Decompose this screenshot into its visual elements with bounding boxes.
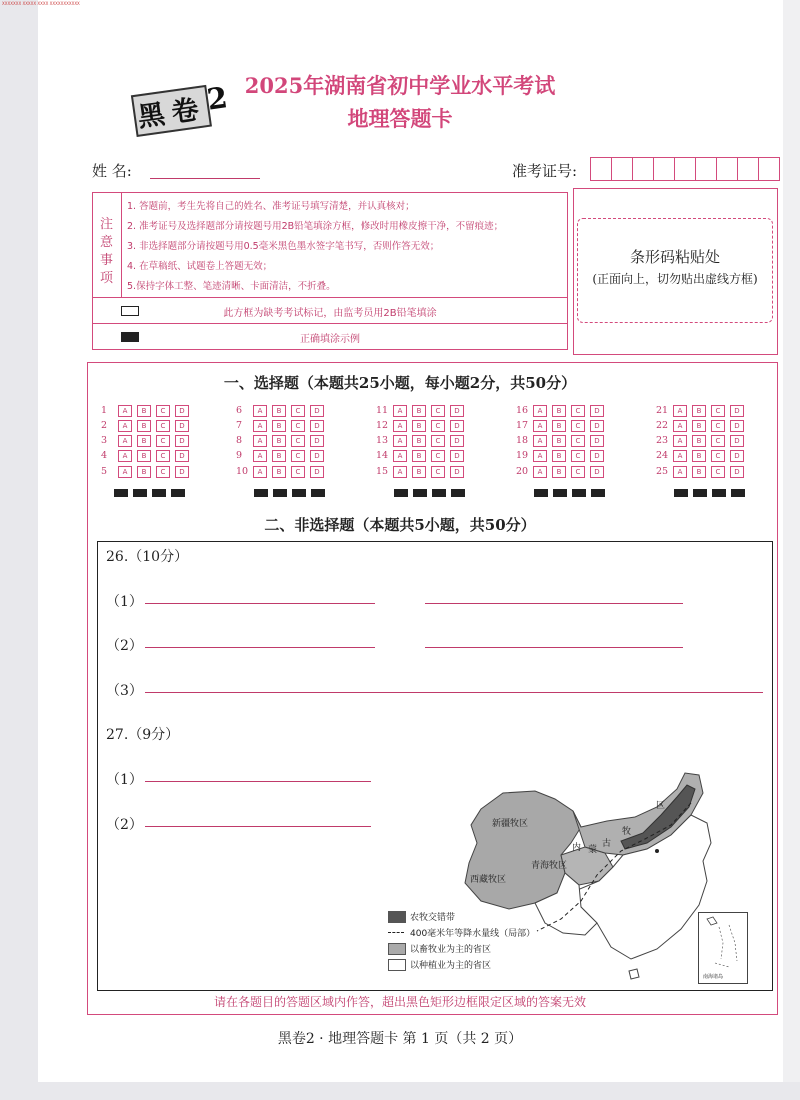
notice-panel xyxy=(92,192,568,350)
mc-option-bubble[interactable]: C xyxy=(431,450,445,462)
mc-option-bubble[interactable]: A xyxy=(118,420,132,432)
mc-option-bubble[interactable]: B xyxy=(692,405,706,417)
mc-option-bubble[interactable]: C xyxy=(431,405,445,417)
notice-item: 5.保持字体工整、笔迹清晰、卡面清洁，不折叠。 xyxy=(127,281,336,292)
exam-no-label: 准考证号: xyxy=(512,162,578,180)
mc-option-bubble[interactable]: C xyxy=(571,405,585,417)
mc-option-bubble[interactable]: D xyxy=(310,435,324,447)
page-footer: 黑卷2 · 地理答题卡 第 1 页（共 2 页） xyxy=(277,1031,523,1047)
q26-sub1: （1） xyxy=(106,594,143,610)
mc-question-row xyxy=(376,420,466,432)
mc-question-number: 3 xyxy=(101,435,108,446)
mc-option-bubble[interactable]: D xyxy=(730,435,744,447)
mc-question-row xyxy=(656,435,746,447)
mc-option-bubble[interactable]: D xyxy=(175,450,189,462)
q26-3-line[interactable] xyxy=(145,692,763,693)
mc-question-row xyxy=(516,435,606,447)
mc-question-number: 2 xyxy=(101,420,108,431)
mc-question-number: 13 xyxy=(376,435,389,446)
logo-char-1: 黑 xyxy=(135,99,167,134)
mc-question-row xyxy=(236,435,326,447)
mc-question-number: 21 xyxy=(656,405,669,416)
logo-char-2: 卷 xyxy=(169,94,201,129)
mc-option-bubble[interactable]: C xyxy=(156,450,170,462)
mc-option-bubble[interactable]: A xyxy=(118,450,132,462)
mc-option-bubble[interactable]: C xyxy=(571,420,585,432)
map-label-qinghai: 青海牧区 xyxy=(531,861,568,871)
notice-item: 3. 非选择题部分请按题号用0.5毫米黑色墨水签字笔书写，否则作答无效； xyxy=(127,241,440,252)
exam-no-digit-box[interactable] xyxy=(758,157,780,181)
mc-question-number: 20 xyxy=(516,466,529,477)
timing-mark xyxy=(712,489,726,497)
mc-option-bubble[interactable]: B xyxy=(137,435,151,447)
mc-option-bubble[interactable]: B xyxy=(412,450,426,462)
mc-option-bubble[interactable]: D xyxy=(175,435,189,447)
mc-question-row xyxy=(236,420,326,432)
scan-margin-left xyxy=(0,0,38,1100)
mc-option-bubble[interactable]: A xyxy=(253,420,267,432)
mc-option-bubble[interactable]: A xyxy=(533,466,547,478)
scan-margin-bottom xyxy=(0,1082,800,1100)
map-label-neimeng4: 牧 xyxy=(622,827,632,837)
mc-option-bubble[interactable]: A xyxy=(253,405,267,417)
timing-mark xyxy=(731,489,745,497)
notice-item: 4. 在草稿纸、试题卷上答题无效； xyxy=(127,261,273,272)
notice-side-char: 意 xyxy=(100,235,114,250)
q26-2-line-a[interactable] xyxy=(145,647,375,648)
timing-mark xyxy=(152,489,166,497)
mc-option-bubble[interactable]: B xyxy=(552,405,566,417)
mc-option-bubble[interactable]: C xyxy=(291,405,305,417)
mc-option-bubble[interactable]: B xyxy=(692,450,706,462)
mc-question-number: 1 xyxy=(101,405,108,416)
mc-question-row xyxy=(101,466,191,478)
exam-no-digit-box[interactable] xyxy=(611,157,633,181)
mc-option-bubble[interactable]: C xyxy=(431,435,445,447)
exam-no-digit-box[interactable] xyxy=(590,157,612,181)
mc-option-bubble[interactable]: C xyxy=(156,420,170,432)
q26-sub3: （3） xyxy=(106,683,143,699)
mc-question-number: 25 xyxy=(656,466,669,477)
timing-mark xyxy=(591,489,605,497)
timing-mark xyxy=(114,489,128,497)
mc-option-bubble[interactable]: D xyxy=(590,466,604,478)
map-hainan-island xyxy=(629,969,639,979)
mc-question-row xyxy=(376,435,466,447)
q26-1-line-a[interactable] xyxy=(145,603,375,604)
mc-option-bubble[interactable]: D xyxy=(450,405,464,417)
map-capital-marker xyxy=(655,849,659,853)
mc-option-bubble[interactable]: B xyxy=(272,405,286,417)
mc-question-number: 18 xyxy=(516,435,529,446)
mc-question-row xyxy=(376,450,466,462)
mc-option-bubble[interactable]: D xyxy=(450,450,464,462)
map-label-xizang: 西藏牧区 xyxy=(470,875,507,885)
absent-row xyxy=(93,297,567,323)
mc-option-bubble[interactable]: A xyxy=(673,466,687,478)
mc-question-row xyxy=(101,450,191,462)
mc-option-bubble[interactable]: B xyxy=(272,466,286,478)
timing-mark xyxy=(254,489,268,497)
mc-option-bubble[interactable]: C xyxy=(156,435,170,447)
mc-option-bubble[interactable]: D xyxy=(450,420,464,432)
mc-question-row xyxy=(516,420,606,432)
mc-option-bubble[interactable]: C xyxy=(711,420,725,432)
mc-question-number: 10 xyxy=(236,466,249,477)
q27-sub2: （2） xyxy=(106,817,143,833)
mc-question-row xyxy=(236,466,326,478)
exam-no-digit-box[interactable] xyxy=(674,157,696,181)
mc-option-bubble[interactable]: D xyxy=(175,405,189,417)
mc-option-bubble[interactable]: C xyxy=(291,435,305,447)
mc-option-bubble[interactable]: C xyxy=(711,466,725,478)
mc-option-bubble[interactable]: A xyxy=(393,405,407,417)
mc-option-bubble[interactable]: B xyxy=(137,450,151,462)
q26-2-line-b[interactable] xyxy=(425,647,683,648)
mc-option-bubble[interactable]: B xyxy=(412,466,426,478)
mc-question-row xyxy=(101,405,191,417)
mc-question-number: 7 xyxy=(236,420,243,431)
timing-mark xyxy=(133,489,147,497)
mc-option-bubble[interactable]: D xyxy=(310,420,324,432)
mc-option-bubble[interactable]: D xyxy=(730,420,744,432)
mc-question-row xyxy=(236,450,326,462)
mc-question-number: 16 xyxy=(516,405,529,416)
legend-label: 以畜牧业为主的省区 xyxy=(410,945,492,955)
mc-option-bubble[interactable]: D xyxy=(730,450,744,462)
notice-items xyxy=(127,197,503,297)
mc-question-number: 11 xyxy=(376,405,389,416)
q26-title: 26.（10分） xyxy=(106,549,189,565)
mc-option-bubble[interactable]: C xyxy=(571,435,585,447)
exam-no-digit-box[interactable] xyxy=(737,157,759,181)
mc-option-bubble[interactable]: D xyxy=(175,466,189,478)
mc-option-bubble[interactable]: A xyxy=(533,420,547,432)
timing-mark xyxy=(432,489,446,497)
q27-1-line[interactable] xyxy=(145,781,371,782)
timing-mark xyxy=(292,489,306,497)
notice-item: 2. 准考证号及选择题部分请按题号用2B铅笔填涂方框，修改时用橡皮擦干净，不留痕迹； xyxy=(127,221,504,232)
mc-question-row xyxy=(656,420,746,432)
map-label-xinjiang: 新疆牧区 xyxy=(492,819,529,829)
mc-question-number: 4 xyxy=(101,450,108,461)
footer-warning: 请在各题目的答题区域内作答，超出黑色矩形边框限定区域的答案无效 xyxy=(213,995,586,1009)
q27-title: 27.（9分） xyxy=(106,727,180,743)
mc-option-bubble[interactable]: A xyxy=(253,435,267,447)
mc-option-bubble[interactable]: A xyxy=(253,466,267,478)
mc-question-number: 12 xyxy=(376,420,389,431)
notice-side-char: 事 xyxy=(100,253,114,268)
card-title: 地理答题卡 xyxy=(347,106,453,131)
exam-no-digit-box[interactable] xyxy=(695,157,717,181)
mc-option-bubble[interactable]: A xyxy=(673,450,687,462)
mc-question-number: 14 xyxy=(376,450,389,461)
mc-question-number: 6 xyxy=(236,405,243,416)
mc-option-bubble[interactable]: B xyxy=(412,405,426,417)
mc-option-bubble[interactable]: C xyxy=(711,450,725,462)
mc-option-bubble[interactable]: D xyxy=(310,466,324,478)
section2-title: 二、非选择题（本题共5小题，共50分） xyxy=(264,516,536,534)
barcode-sticker-zone xyxy=(577,218,773,323)
exam-no-digit-box[interactable] xyxy=(716,157,738,181)
correct-example-row xyxy=(93,323,567,349)
name-field[interactable] xyxy=(150,178,260,179)
mc-option-bubble[interactable]: A xyxy=(118,405,132,417)
notice-item: 1. 答题前，考生先将自己的姓名、准考证号填写清楚，并认真核对； xyxy=(127,201,415,212)
mc-option-bubble[interactable]: B xyxy=(137,420,151,432)
mc-question-number: 19 xyxy=(516,450,529,461)
mc-option-bubble[interactable]: D xyxy=(590,435,604,447)
mc-option-bubble[interactable]: C xyxy=(156,405,170,417)
mc-option-bubble[interactable]: A xyxy=(533,405,547,417)
top-mark: XXXXXXX XXXXX XXXX XXXXXXXXXXX xyxy=(2,1,80,6)
mc-option-bubble[interactable]: D xyxy=(310,450,324,462)
legend-label: 以种植业为主的省区 xyxy=(410,961,492,971)
mc-option-bubble[interactable]: C xyxy=(291,466,305,478)
mc-option-bubble[interactable]: D xyxy=(590,405,604,417)
mc-option-bubble[interactable]: B xyxy=(552,450,566,462)
mc-question-row xyxy=(101,420,191,432)
mc-option-bubble[interactable]: D xyxy=(175,420,189,432)
mc-option-bubble[interactable]: A xyxy=(118,466,132,478)
mc-option-bubble[interactable]: A xyxy=(118,435,132,447)
mc-question-row xyxy=(376,405,466,417)
mc-option-bubble[interactable]: B xyxy=(412,435,426,447)
mc-question-row xyxy=(516,405,606,417)
legend-label: 农牧交错带 xyxy=(410,913,456,923)
mc-option-bubble[interactable]: C xyxy=(156,466,170,478)
name-label: 姓 名: xyxy=(92,162,132,180)
legend-swatch xyxy=(388,932,404,933)
map-label-neimeng2: 蒙 xyxy=(588,845,598,855)
legend-swatch xyxy=(388,911,406,923)
mc-question-row xyxy=(656,450,746,462)
mc-option-bubble[interactable]: A xyxy=(673,435,687,447)
mc-question-number: 23 xyxy=(656,435,669,446)
mc-option-bubble[interactable]: B xyxy=(272,420,286,432)
mc-option-bubble[interactable]: B xyxy=(272,450,286,462)
mc-option-bubble[interactable]: C xyxy=(711,435,725,447)
mc-option-bubble[interactable]: C xyxy=(711,405,725,417)
mc-option-bubble[interactable]: A xyxy=(393,466,407,478)
mc-question-row xyxy=(656,405,746,417)
timing-mark xyxy=(674,489,688,497)
mc-option-bubble[interactable]: C xyxy=(571,466,585,478)
timing-mark xyxy=(311,489,325,497)
q27-sub1: （1） xyxy=(106,772,143,788)
timing-mark xyxy=(534,489,548,497)
mc-question-row xyxy=(656,466,746,478)
scan-margin-right xyxy=(783,0,800,1100)
exam-no-digit-box[interactable] xyxy=(653,157,675,181)
mc-question-number: 5 xyxy=(101,466,108,477)
mc-option-bubble[interactable]: C xyxy=(431,420,445,432)
map-label-neimeng: 内 xyxy=(572,843,582,853)
mc-option-bubble[interactable]: A xyxy=(393,420,407,432)
mc-option-bubble[interactable]: D xyxy=(730,466,744,478)
section1-title: 一、选择题（本题共25小题，每小题2分，共50分） xyxy=(223,374,577,392)
mc-option-bubble[interactable]: A xyxy=(533,450,547,462)
mc-option-bubble[interactable]: A xyxy=(253,450,267,462)
map-label-neimeng5: 区 xyxy=(656,801,666,811)
mc-option-bubble[interactable]: A xyxy=(673,405,687,417)
mc-option-bubble[interactable]: B xyxy=(272,435,286,447)
timing-mark xyxy=(273,489,287,497)
mc-question-number: 8 xyxy=(236,435,243,446)
q26-1-line-b[interactable] xyxy=(425,603,683,604)
mc-question-number: 22 xyxy=(656,420,669,431)
legend-swatch xyxy=(388,943,406,955)
timing-mark xyxy=(413,489,427,497)
legend-label: 400毫米年等降水量线（局部） xyxy=(410,929,536,939)
mc-option-bubble[interactable]: A xyxy=(673,420,687,432)
mc-option-bubble[interactable]: A xyxy=(393,450,407,462)
mc-question-row xyxy=(516,450,606,462)
timing-mark xyxy=(572,489,586,497)
inset-islands xyxy=(699,913,747,973)
mc-option-bubble[interactable]: C xyxy=(571,450,585,462)
mc-question-row xyxy=(516,466,606,478)
q26-sub2: （2） xyxy=(106,638,143,654)
mc-option-bubble[interactable]: B xyxy=(552,420,566,432)
timing-mark xyxy=(171,489,185,497)
mc-option-bubble[interactable]: B xyxy=(692,420,706,432)
mc-option-bubble[interactable]: D xyxy=(730,405,744,417)
notice-side-char: 注 xyxy=(100,217,114,232)
logo-char-3: 2 xyxy=(204,80,230,117)
mc-option-bubble[interactable]: C xyxy=(431,466,445,478)
notice-side xyxy=(93,193,122,297)
mc-option-bubble[interactable]: C xyxy=(291,450,305,462)
exam-title: 2025年湖南省初中学业水平考试 xyxy=(244,73,556,98)
mc-option-bubble[interactable]: B xyxy=(692,435,706,447)
mc-option-bubble[interactable]: D xyxy=(450,466,464,478)
mc-question-row xyxy=(236,405,326,417)
notice-side-char: 项 xyxy=(100,271,114,286)
mc-question-row xyxy=(376,466,466,478)
correct-example-text: 正确填涂示例 xyxy=(300,334,360,345)
timing-mark xyxy=(451,489,465,497)
exam-no-digit-box[interactable] xyxy=(632,157,654,181)
timing-mark xyxy=(553,489,567,497)
barcode-hint: (正面向上，切勿贴出虚线方框) xyxy=(592,272,758,286)
mc-question-number: 15 xyxy=(376,466,389,477)
mc-question-number: 17 xyxy=(516,420,529,431)
mc-option-bubble[interactable]: B xyxy=(412,420,426,432)
mc-option-bubble[interactable]: B xyxy=(552,435,566,447)
mc-option-bubble[interactable]: D xyxy=(310,405,324,417)
map-label-neimeng3: 古 xyxy=(602,839,612,849)
mc-option-bubble[interactable]: D xyxy=(590,450,604,462)
south-sea-inset xyxy=(698,912,748,984)
barcode-title: 条形码粘贴处 xyxy=(629,248,720,266)
mc-question-row xyxy=(101,435,191,447)
absent-text: 此方框为缺考考试标记，由监考员用2B铅笔填涂 xyxy=(223,308,437,319)
mc-option-bubble[interactable]: B xyxy=(552,466,566,478)
q27-2-line[interactable] xyxy=(145,826,371,827)
mc-option-bubble[interactable]: D xyxy=(450,435,464,447)
mc-option-bubble[interactable]: A xyxy=(533,435,547,447)
timing-mark xyxy=(693,489,707,497)
mc-option-bubble[interactable]: B xyxy=(692,466,706,478)
mc-option-bubble[interactable]: D xyxy=(590,420,604,432)
mc-option-bubble[interactable]: C xyxy=(291,420,305,432)
mc-option-bubble[interactable]: B xyxy=(137,405,151,417)
mc-option-bubble[interactable]: B xyxy=(137,466,151,478)
mc-question-number: 24 xyxy=(656,450,669,461)
mc-question-number: 9 xyxy=(236,450,243,461)
timing-mark xyxy=(394,489,408,497)
legend-swatch xyxy=(388,959,406,971)
mc-option-bubble[interactable]: A xyxy=(393,435,407,447)
inset-label: 南海诸岛 xyxy=(703,974,724,980)
